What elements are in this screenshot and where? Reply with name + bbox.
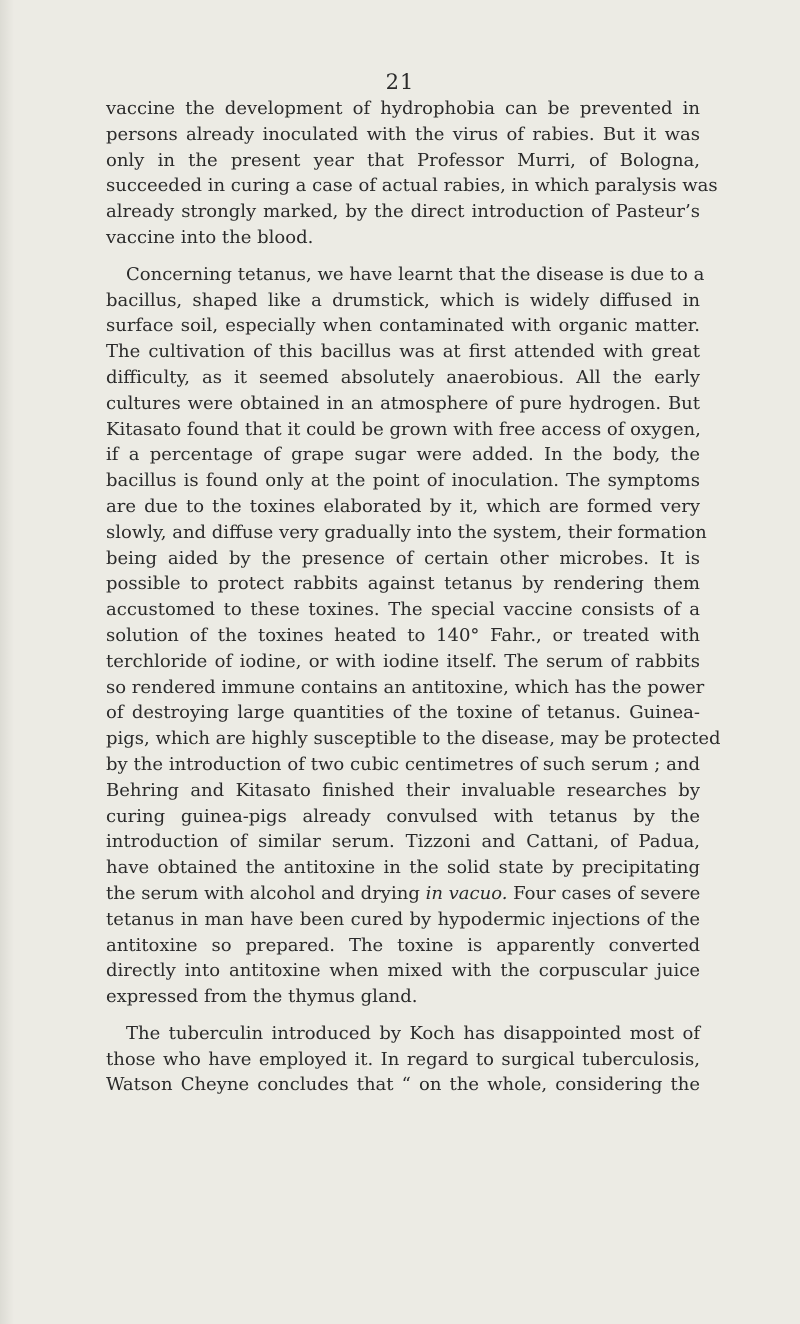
text-line: expressed from the thymus gland.	[106, 986, 418, 1008]
text-line: of destroying large quantities of the toxine of tetanus. Guinea-	[106, 702, 700, 724]
text-line: tetanus in man have been cured by hypodermic injections of the	[106, 908, 700, 930]
text-line: are due to the toxines elaborated by it, which are formed very	[106, 495, 700, 517]
text-line-with-italic	[106, 881, 700, 907]
text-line: pigs, which are highly susceptible to the disease, may be protected	[106, 728, 721, 750]
text-line: antitoxine so prepared. The toxine is apparently converted	[106, 934, 700, 956]
text-line: possible to protect rabbits against tetanus by rendering them	[106, 573, 700, 595]
text-line: cultures were obtained in an atmosphere of pure hydrogen. But	[106, 392, 700, 414]
text-line: curing guinea-pigs already convulsed with tetanus by the	[106, 805, 700, 827]
paragraph-3	[106, 1021, 700, 1098]
paragraph-1	[106, 96, 718, 251]
text-line: so rendered immune contains an antitoxine, which has the power	[106, 676, 705, 698]
text-line: those who have employed it. In regard to surgical tuberculosis,	[106, 1048, 700, 1070]
text-line: slowly, and diffuse very gradually into the system, their formation	[106, 521, 707, 543]
text-line: bacillus, shaped like a drumstick, which is widely diffused in	[106, 289, 700, 311]
text-line: Behring and Kitasato finished their invaluable researches by	[106, 779, 700, 801]
text-line: by the introduction of two cubic centimetres of such serum ; and	[106, 753, 700, 775]
text-span: Four cases of severe	[507, 882, 701, 904]
text-line: introduction of similar serum. Tizzoni and Cattani, of Padua,	[106, 831, 700, 853]
paragraph-2	[106, 262, 721, 1010]
text-line: already strongly marked, by the direct introduction of Pasteur’s	[106, 201, 700, 223]
text-line: directly into antitoxine when mixed with the corpuscular juice	[106, 960, 700, 982]
text-line: Kitasato found that it could be grown with free access of oxygen,	[106, 418, 701, 440]
text-line: being aided by the presence of certain other microbes. It is	[106, 547, 700, 569]
text-line: vaccine into the blood.	[106, 226, 314, 248]
text-line: accustomed to these toxines. The special vaccine consists of a	[106, 599, 700, 621]
text-line: bacillus is found only at the point of inoculation. The symptoms	[106, 470, 700, 492]
text-line: The tuberculin introduced by Koch has disappointed most of	[126, 1022, 700, 1044]
page-gutter-shadow	[0, 0, 14, 1324]
text-line: persons already inoculated with the virus of rabies. But it was	[106, 123, 700, 145]
italic-phrase: in vacuo.	[425, 882, 508, 904]
page-number: 21	[385, 70, 415, 94]
text-line: Concerning tetanus, we have learnt that the disease is due to a	[126, 263, 705, 285]
text-span: the serum with alcohol and drying	[106, 882, 426, 904]
text-line: vaccine the development of hydrophobia can be prevented in	[106, 98, 700, 119]
text-line: have obtained the antitoxine in the solid state by precipitating	[106, 857, 700, 879]
text-line: surface soil, especially when contaminated with organic matter.	[106, 315, 700, 337]
text-line: Watson Cheyne concludes that “ on the whole, considering the	[106, 1074, 700, 1096]
text-line: solution of the toxines heated to 140° Fahr., or treated with	[106, 624, 700, 646]
text-line: succeeded in curing a case of actual rabies, in which paralysis was	[106, 175, 718, 197]
text-line: terchloride of iodine, or with iodine itself. The serum of rabbits	[106, 650, 700, 672]
text-line: difficulty, as it seemed absolutely anaerobious. All the early	[106, 366, 700, 388]
text-line: only in the present year that Professor Murri, of Bologna,	[106, 149, 700, 171]
text-line: The cultivation of this bacillus was at first attended with great	[106, 341, 700, 363]
text-line: if a percentage of grape sugar were added. In the body, the	[106, 444, 700, 466]
body-text	[106, 96, 721, 1098]
